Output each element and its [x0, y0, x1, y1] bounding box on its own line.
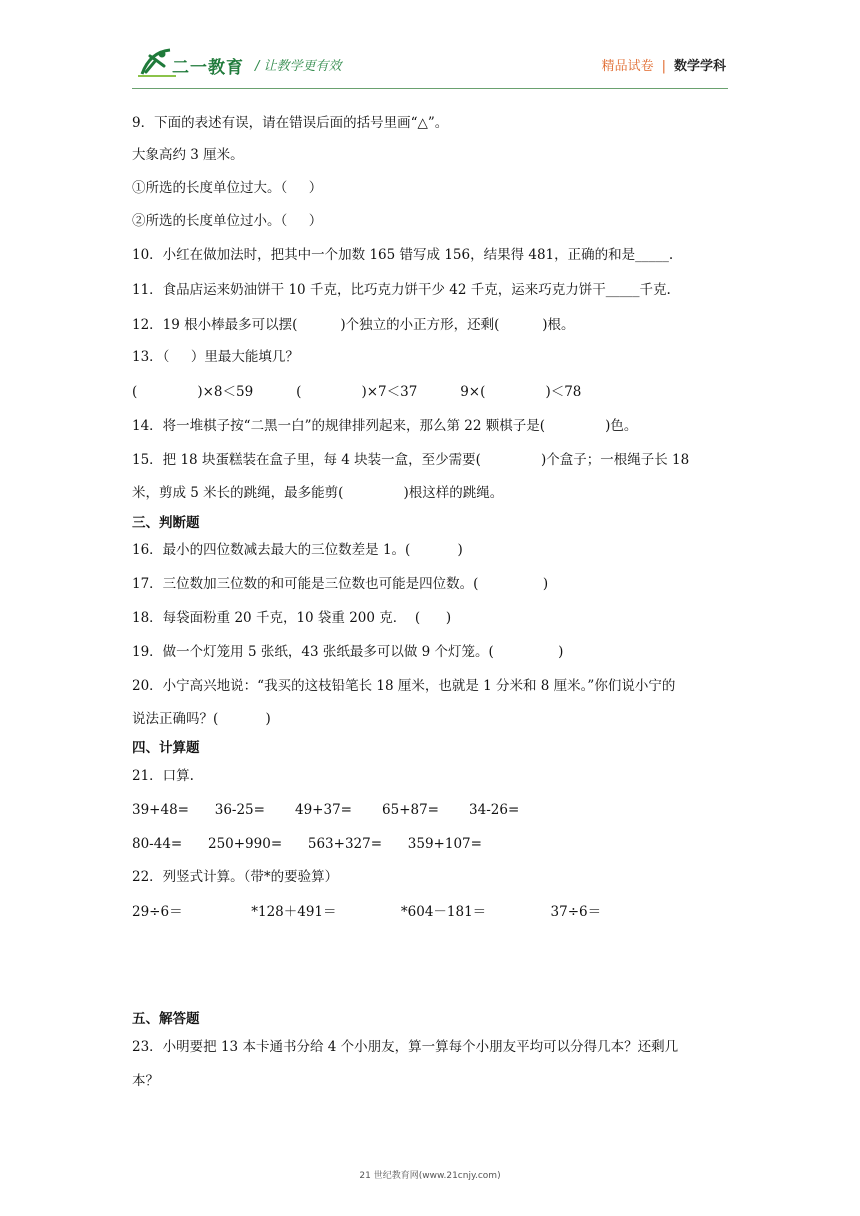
- question-12: 12．19 根小棒最多可以摆( )个独立的小正方形，还剩( )根。: [132, 317, 575, 333]
- page-header: [0, 0, 860, 100]
- question-13-items: ( )×8＜59 ( )×7＜37 9×( )＜78: [132, 384, 582, 400]
- question-22-items: 29÷6＝ *128＋491＝ *604－181＝ 37÷6＝: [132, 904, 602, 920]
- question-20-cont: 说法正确吗？( ): [132, 711, 271, 727]
- header-divider: [132, 88, 728, 89]
- question-19: 19．做一个灯笼用 5 张纸，43 张纸最多可以做 9 个灯笼。( ): [132, 644, 564, 660]
- section-judgment: 三、判断题: [132, 515, 200, 531]
- question-9-statement: 大象高约 3 厘米。: [132, 147, 244, 163]
- question-11: 11．食品店运来奶油饼干 10 千克，比巧克力饼干少 42 千克，运来巧克力饼干_____千克.: [132, 282, 671, 298]
- question-9-option-1: ①所选的长度单位过大。（ ）: [132, 180, 323, 196]
- section-calculation: 四、计算题: [132, 740, 200, 756]
- header-separator: |: [661, 59, 666, 74]
- question-14: 14．将一堆棋子按“二黑一白”的规律排列起来，那么第 22 颗棋子是( )色。: [132, 418, 638, 434]
- question-9: 9．下面的表述有误，请在错误后面的括号里画“△”。: [132, 115, 449, 131]
- question-17: 17．三位数加三位数的和可能是三位数也可能是四位数。( ): [132, 576, 549, 592]
- question-10: 10．小红在做加法时，把其中一个加数 165 错写成 156，结果得 481，正确的和是_____.: [132, 247, 674, 263]
- header-right: [602, 55, 726, 74]
- question-21-row-2: 80-44= 250+990= 563+327= 359+107=: [132, 836, 482, 852]
- header-subject: 数学学科: [673, 59, 726, 74]
- question-9-option-2: ②所选的长度单位过小。（ ）: [132, 213, 323, 229]
- page-footer: 21 世纪教育网(www.21cnjy.com): [359, 1171, 501, 1181]
- header-quality: 精品试卷: [601, 59, 654, 74]
- brand-name: 二一教育: [172, 58, 244, 78]
- question-15: 15．把 18 块蛋糕装在盒子里，每 4 块装一盒，至少需要( )个盒子；一根绳子长 18: [132, 452, 690, 468]
- question-23: 23．小明要把 13 本卡通书分给 4 个小朋友，算一算每个小朋友平均可以分得几本？还剩几: [132, 1039, 679, 1055]
- question-18: 18．每袋面粉重 20 千克，10 袋重 200 克． ( ): [132, 610, 452, 626]
- brand-slogan: / 让教学更有效: [255, 59, 342, 74]
- question-15-cont: 米，剪成 5 米长的跳绳，最多能剪( )根这样的跳绳。: [132, 485, 504, 501]
- question-21-row-1: 39+48= 36-25= 49+37= 65+87= 34-26=: [132, 802, 520, 818]
- section-word-problems: 五、解答题: [132, 1011, 200, 1027]
- question-22: 22．列竖式计算。（带*的要验算）: [132, 869, 339, 885]
- question-16: 16．最小的四位数减去最大的三位数差是 1。( ): [132, 542, 463, 558]
- question-13: 13．（ ）里最大能填几？: [132, 349, 299, 365]
- question-20: 20．小宁高兴地说：“我买的这枝铅笔长 18 厘米，也就是 1 分米和 8 厘米。”你们说小宁的: [132, 678, 676, 694]
- question-23-cont: 本？: [132, 1073, 159, 1089]
- question-21: 21．口算.: [132, 768, 194, 784]
